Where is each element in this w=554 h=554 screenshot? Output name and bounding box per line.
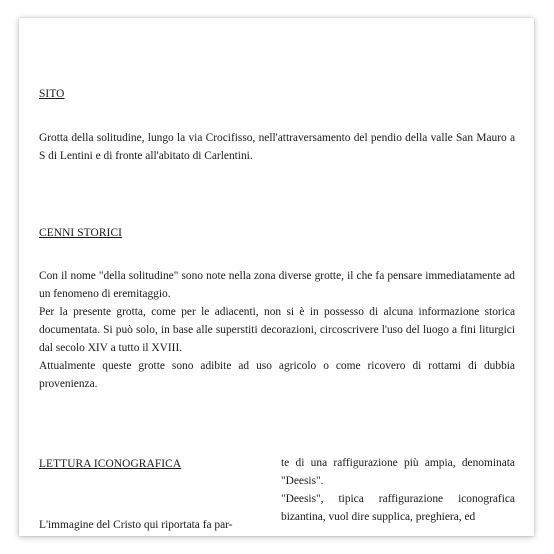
- lettura-iconografica-heading: LETTURA ICONOGRAFICA: [39, 458, 182, 470]
- lettura-right-paragraph-2: "Deesis", tipica raffigurazione iconografica bizantina, vuol dire supplica, preghiera, ed: [281, 493, 515, 523]
- cenni-storici-heading: CENNI STORICI: [39, 227, 123, 239]
- cenni-storici-paragraph-1: Con il nome "della solitudine" sono note nella zona diverse grotte, il che fa pensare immediatamente ad un fenomeno di eremitaggio.: [39, 270, 515, 300]
- lettura-left-column: [39, 516, 265, 534]
- cenni-storici-paragraph-2: Per la presente grotta, come per le adiacenti, non si è in possesso di alcuna informazione storica documentata. Si può solo, in base alle superstiti decorazioni, circoscrivere l'uso del luogo a fini liturgici dal secolo XIV a tutto il XVIII.: [39, 306, 515, 354]
- cenni-storici-paragraph-3: Attualmente queste grotte sono adibite ad uso agricolo o come ricovero di rottami di dubbia provenienza.: [39, 360, 515, 390]
- sito-paragraph: [39, 129, 515, 165]
- cenni-storici-body: [39, 267, 515, 393]
- lettura-right-paragraph-1: te di una raffigurazione più ampia, denominata "Deesis".: [281, 457, 515, 487]
- sito-heading: SITO: [39, 88, 65, 100]
- sito-text: Grotta della solitudine, lungo la via Crocifisso, nell'attraversamento del pendio della valle San Mauro a S di Lentini e di fronte all'abitato di Carlentini.: [39, 132, 515, 162]
- lettura-right-column: [281, 454, 515, 526]
- document-page: [19, 18, 534, 536]
- lettura-left-text: L'immagine del Cristo qui riportata fa par-: [39, 519, 233, 531]
